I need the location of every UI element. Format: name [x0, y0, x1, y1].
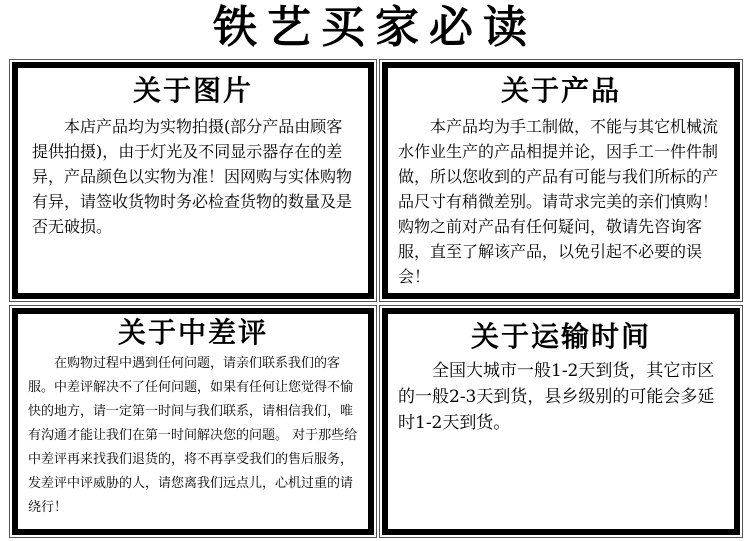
about-shipping-time-text: 全国大城市一般1-2天到货，其它市区的一般2-3天到货，县乡级别的可能会多延时1-2天到货。 [398, 361, 715, 433]
about-product-title: 关于产品 [500, 74, 621, 107]
about-images-title: 关于图片 [132, 74, 253, 107]
about-shipping-time-panel [382, 308, 740, 535]
about-negative-review-panel [12, 308, 374, 535]
about-images-text: 本店产品均为实物拍摄(部分产品由顾客提供拍摄)，由于灯光及不同显示器存在的差异，产品颜色以实物为准！因网购与实体购物有异，请签收货物时务必检查货物的数量及是否无破损。 [32, 117, 353, 236]
about-product-panel [382, 62, 740, 299]
about-images-panel [12, 62, 374, 299]
about-negative-review-text: 在购物过程中遇到任何问题，请亲们联系我们的客服。中差评解决不了任何问题，如果有任何让您觉得不愉快的地方，请一定第一时间与我们联系，请相信我们，唯有沟通才能让我们在第一时间解决您的问题。 对于那些给中差评再来找我们退货的，将不再享受我们的售后服务，发差评中评威胁的人，请您离我们远点儿，心机过重的请绕行！ [28, 356, 358, 515]
about-shipping-time-title: 关于运输时间 [470, 320, 651, 353]
about-product-text: 本产品均为手工制做，不能与其它机械流水作业生产的产品相提并论，因手工一件件制做，所以您收到的产品有可能与我们所标的产品尺寸有稍微差别。请苛求完美的亲们慎购！购物之前对产品有任何疑问，敬请先咨询客服，直至了解该产品，以免引起不必要的误会！ [398, 117, 719, 286]
about-negative-review-title: 关于中差评 [117, 316, 268, 349]
page-title: 铁艺买家必读 [213, 2, 537, 53]
